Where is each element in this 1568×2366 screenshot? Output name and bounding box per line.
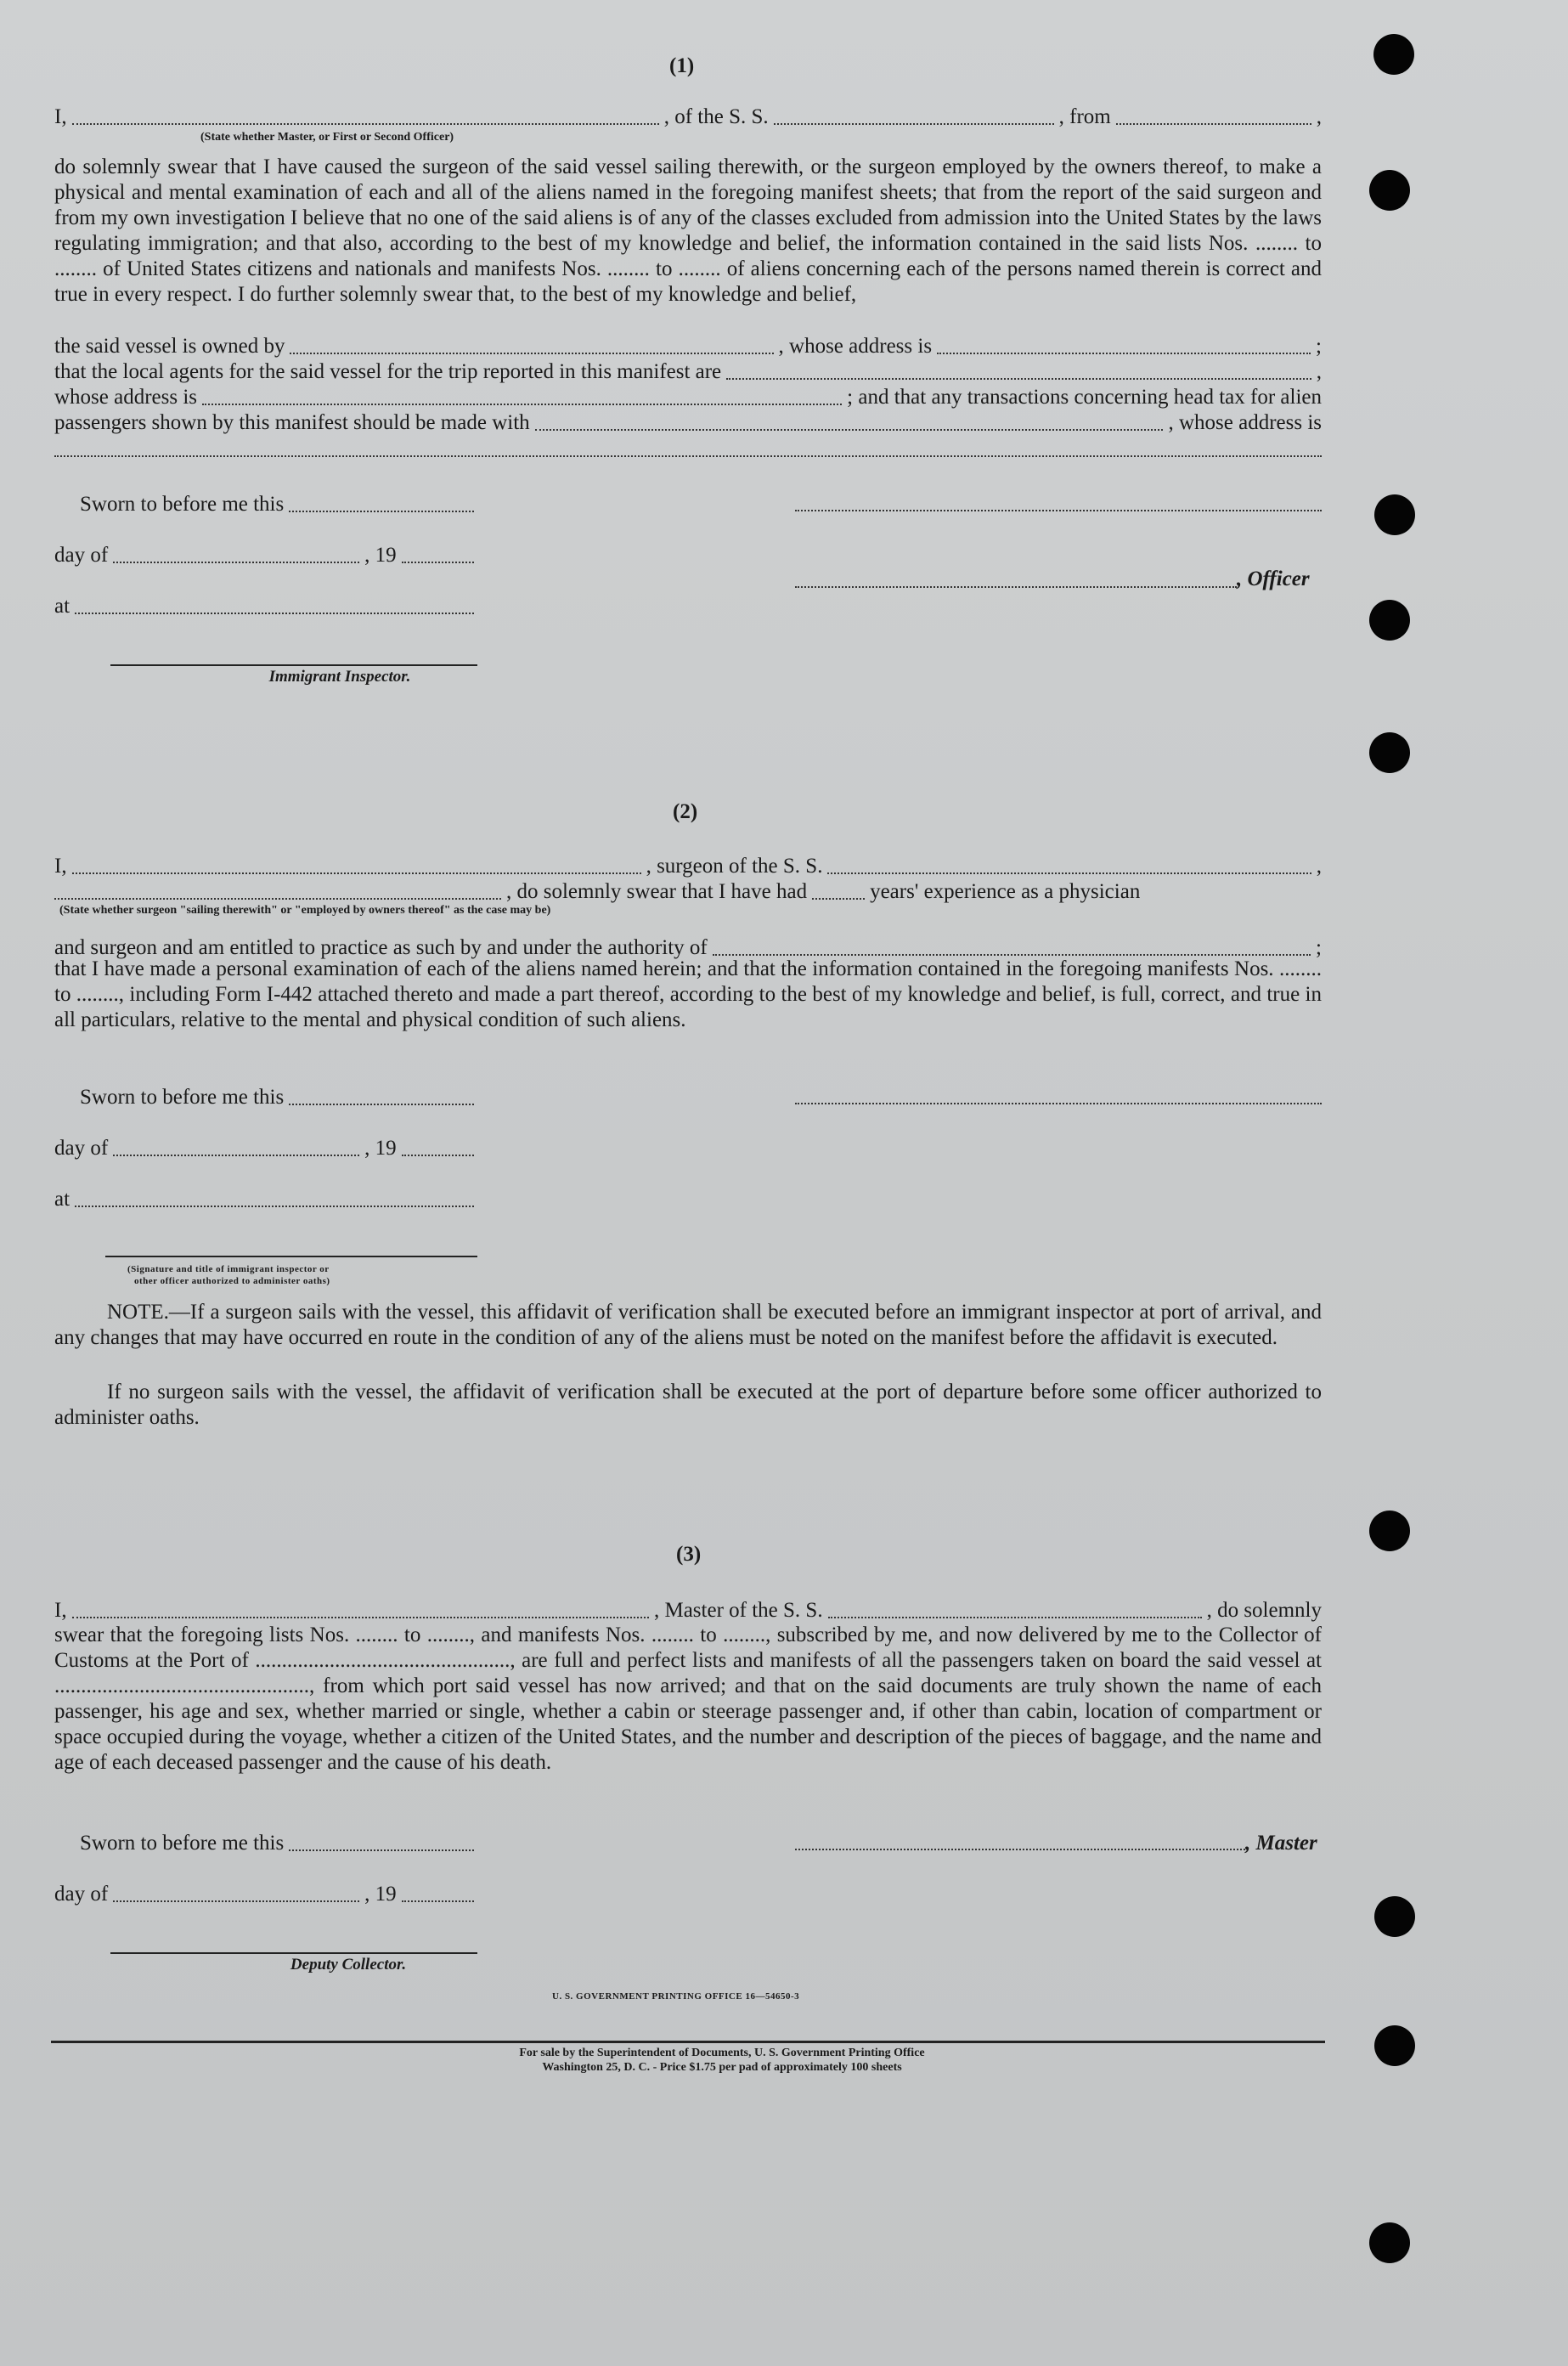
at-line: at [54,593,479,618]
agents-address-field[interactable] [202,404,842,405]
note-paragraph: NOTE.—If a surgeon sails with the vessel, this affidavit of verification shall be executed before an immigrant inspector at port of arrival, and any changes that may have occurred en route in the condition of any of the aliens must be noted on the manifest before the affidavit is executed. [54,1301,1322,1349]
field-note: (State whether Master, or First or Second Officer) [200,131,454,144]
sworn-day-field[interactable] [289,1849,474,1851]
years-experience-field[interactable] [812,898,865,900]
section3-paragraph: swear that the foregoing lists Nos. ........ to ........, and manifests Nos. ........ to ........, subscribed by me, and now delivered by me to the Collector of Customs at the Port of ................................................, are full and perfect lists and manifests of all the passengers taken on board the said vessel at ................................................, from which port said vessel has now arrived; and that on the said documents are truly shown the name of each passenger, his age and sex, whether married or single, whether a cabin or steerage passenger and, if other than cabin, location of compartment or space occupied during the voyage, whether a citizen of the United States, and the number and description of the pieces of baggage, and the name and age of each deceased passenger and the cause of his death. [54,1623,1322,1774]
owner-address-field[interactable] [937,353,1311,354]
vessel-name-field[interactable] [774,123,1054,125]
from-port-field[interactable] [1116,123,1311,125]
surgeon-status-field[interactable] [54,898,501,900]
punch-hole [1374,494,1415,535]
owner-field[interactable] [290,353,773,354]
year-field[interactable] [402,1155,474,1156]
punch-hole [1369,600,1410,641]
at-place-field[interactable] [75,613,474,614]
local-agents-field[interactable] [726,378,1311,380]
inspector-label: Immigrant Inspector. [268,668,411,686]
section2-line1: I, , surgeon of the S. S. , [54,855,1322,878]
sworn-day-field[interactable] [289,511,474,512]
owned-by-line: the said vessel is owned by , whose address is ; [54,335,1322,358]
punch-hole [1369,2222,1410,2263]
sworn-day-field[interactable] [289,1104,474,1105]
master-signature-field[interactable] [795,1849,1245,1850]
at-place-field[interactable] [75,1206,474,1207]
sworn-line: Sworn to before me this [54,1830,479,1855]
officer-signature-line[interactable] [105,1256,477,1257]
passengers-line: passengers shown by this manifest should be made with , whose address is [54,411,1322,434]
footer-divider [51,2041,1325,2043]
footer-text: For sale by the Superintendent of Documents, U. S. Government Printing Office Washington 25, D. C. - Price $1.75 per pad of approximately 100 sheets [519,2047,925,2074]
signature-field[interactable] [795,510,1322,511]
master-name-field[interactable] [72,123,659,125]
agents-address-line: whose address is ; and that any transactions concerning head tax for alien [54,386,1322,409]
head-tax-contact-field[interactable] [535,429,1164,431]
section-number: (3) [676,1543,702,1566]
day-of-line: day of , 19 [54,1135,479,1160]
punch-hole [1373,34,1414,75]
field-note: (State whether surgeon "sailing therewith" or "employed by owners thereof" as the case may be) [59,904,551,917]
address-continuation-field[interactable] [54,455,1322,457]
authority-line: and surgeon and am entitled to practice as such by and under the authority of ; [54,936,1322,959]
signature-note: (Signature and title of immigrant inspector or [127,1264,330,1274]
deputy-signature-line[interactable] [110,1952,477,1954]
surgeon-vessel-field[interactable] [827,872,1311,874]
day-of-line: day of , 19 [54,542,479,568]
section1-paragraph: do solemnly swear that I have caused the surgeon of the said vessel sailing therewith, or the surgeon employed by the owners thereof, to make a physical and mental examination of each and all of the aliens named in the foregoing manifest sheets; that from the report of the said surgeon and from my own investigation I believe that no one of the said aliens is of any of the classes excluded from admission into the United States by the laws regulating immigration; and that also, according to the best of my knowledge and belief, the information contained in the said lists Nos. ........ to ........ of United States citizens and nationals and manifests Nos. ........ to ........ of aliens concerning each of the persons named therein is correct and true in every respect. I do further solemnly swear that, to the best of my knowledge and belief, [54,155,1322,306]
section-number: (1) [669,54,695,77]
punch-hole [1369,170,1410,211]
authority-field[interactable] [713,954,1311,956]
local-agents-line: that the local agents for the said vessel for the trip reported in this manifest are , [54,360,1322,383]
punch-hole [1369,1511,1410,1551]
day-of-line: day of , 19 [54,1881,479,1906]
month-field[interactable] [113,562,359,563]
section3-line1: I, , Master of the S. S. , do solemnly [54,1599,1322,1622]
officer-label: , Officer [1237,568,1310,590]
printing-office: U. S. GOVERNMENT PRINTING OFFICE 16—54650-3 [552,1991,800,2002]
year-field[interactable] [402,562,474,563]
section1-line1: I, , of the S. S. , from , [54,105,1322,128]
punch-hole [1369,732,1410,773]
surgeon-name-field[interactable] [72,872,641,874]
sworn-line: Sworn to before me this [54,1084,479,1110]
punch-hole [1374,2025,1415,2066]
punch-hole [1374,1896,1415,1937]
section2-paragraph: that I have made a personal examination of each of the aliens named herein; and that the information contained in the foregoing manifests Nos. ........ to ........, including Form I-442 attached thereto and made a part thereof, according to the best of my knowledge and belief, is full, correct, and true in all particulars, relative to the mental and physical condition of such aliens. [54,957,1322,1031]
at-line: at [54,1186,479,1211]
signature-note: other officer authorized to administer oaths) [134,1276,330,1286]
master-name-field[interactable] [72,1617,649,1618]
section-number: (2) [673,800,698,823]
sworn-line: Sworn to before me this [54,491,479,517]
section2-line2: , do solemnly swear that I have had years' experience as a physician [54,878,1322,904]
month-field[interactable] [113,1155,359,1156]
surgeon-signature-field[interactable] [795,1103,1322,1104]
master-label: , Master [1245,1832,1317,1855]
year-field[interactable] [402,1900,474,1902]
note-paragraph-2: If no surgeon sails with the vessel, the affidavit of verification shall be executed at the port of departure before some officer authorized to administer oaths. [54,1381,1322,1429]
inspector-signature-line[interactable] [110,664,477,666]
officer-signature-field[interactable] [795,586,1237,588]
month-field[interactable] [113,1900,359,1902]
deputy-label: Deputy Collector. [290,1956,407,1974]
vessel-name-field[interactable] [828,1617,1202,1618]
